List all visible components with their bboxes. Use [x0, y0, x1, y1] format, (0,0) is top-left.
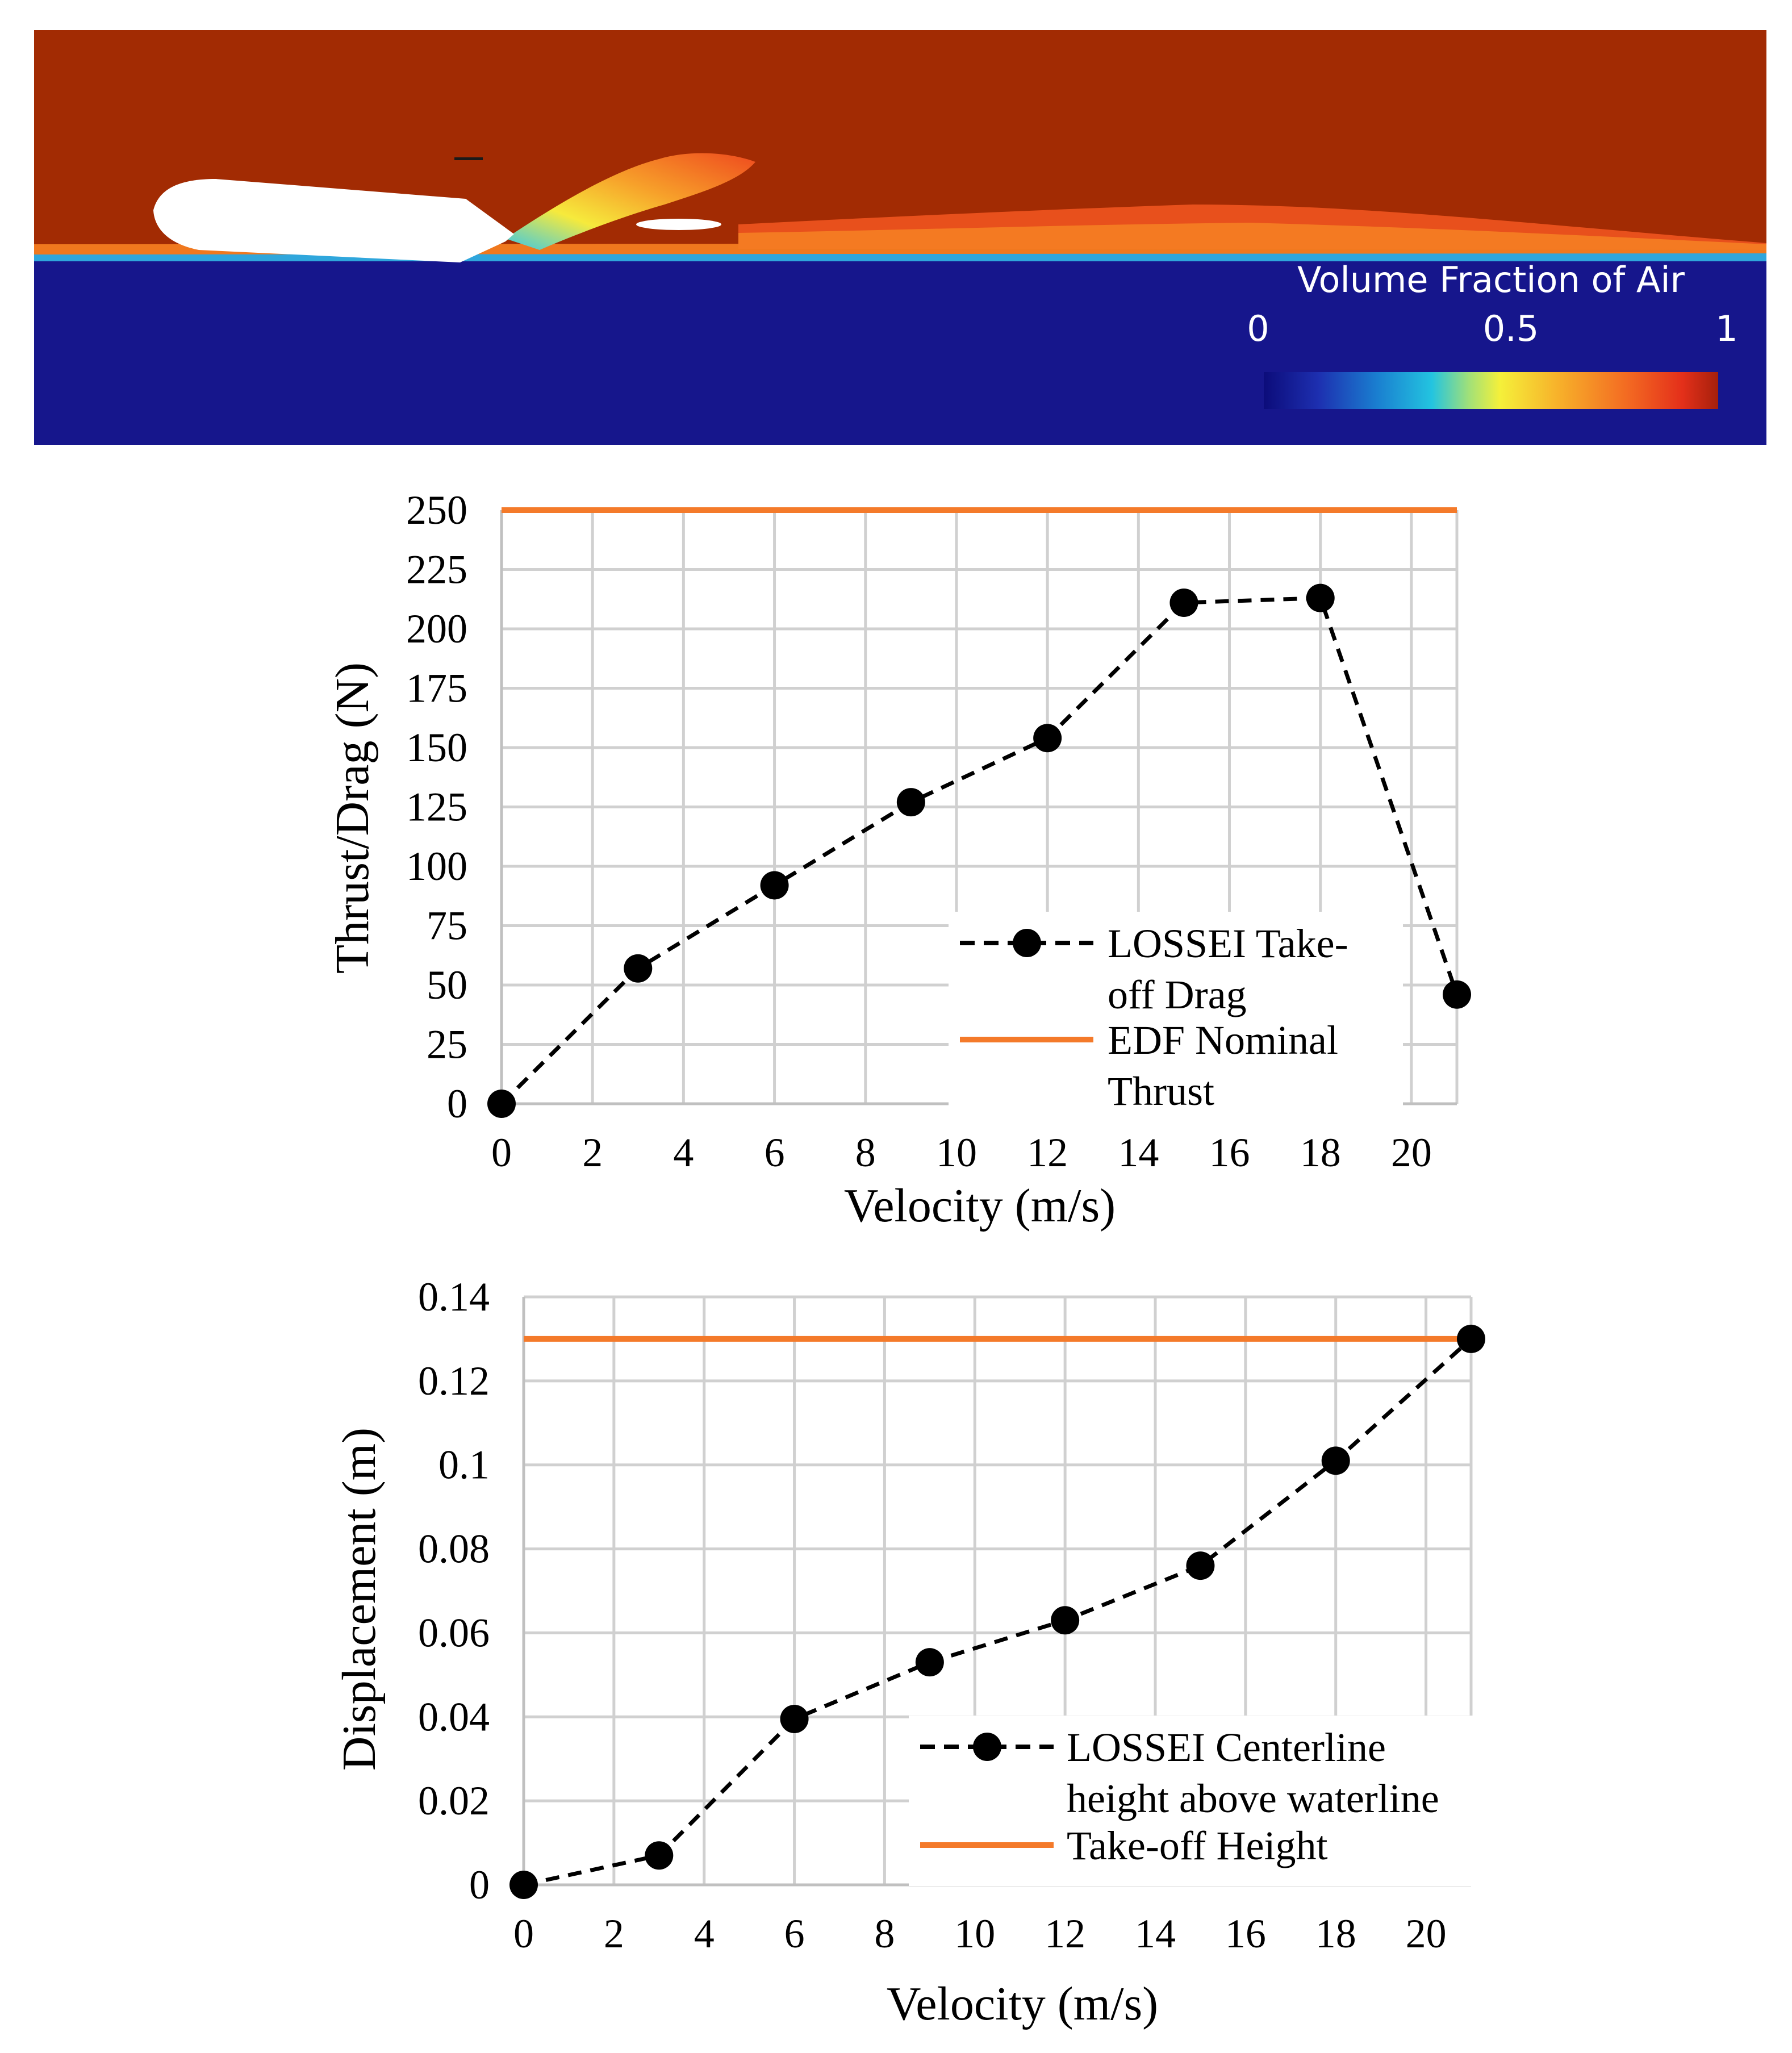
chart1-legend-drag-marker [1013, 929, 1041, 957]
data-point-marker [761, 871, 789, 899]
y-tick-label: 225 [406, 546, 467, 592]
data-point-marker [1322, 1446, 1350, 1475]
x-tick-label: 20 [1405, 1911, 1447, 1956]
chart2-xticks [513, 1911, 1447, 1956]
chart2-legend-height-label: LOSSEI Centerline height above waterline [1067, 1725, 1439, 1821]
data-point-marker [1033, 724, 1062, 752]
data-point-marker [645, 1841, 673, 1870]
chart-displacement [333, 1274, 1488, 2030]
x-tick-label: 10 [935, 1130, 977, 1175]
x-tick-label: 12 [1045, 1911, 1086, 1956]
x-tick-label: 2 [582, 1130, 603, 1175]
colorbar-title: Volume Fraction of Air [1297, 259, 1685, 301]
chart2-ylabel: Displacement (m) [333, 1427, 386, 1771]
x-tick-label: 18 [1300, 1130, 1341, 1175]
data-point-marker [1186, 1551, 1214, 1580]
x-tick-label: 14 [1118, 1130, 1159, 1175]
chart1-legend-thrust-label: EDF Nominal Thrust [1108, 1017, 1338, 1114]
x-tick-label: 16 [1225, 1911, 1266, 1956]
data-point-marker [509, 1871, 538, 1899]
chart-thrust-drag [326, 487, 1471, 1232]
y-tick-label: 75 [427, 903, 467, 949]
colorbar [1264, 372, 1718, 409]
data-point-marker [916, 1648, 944, 1676]
y-tick-label: 100 [406, 844, 467, 889]
y-tick-label: 150 [406, 725, 467, 770]
x-tick-label: 0 [491, 1130, 512, 1175]
chart1-legend-drag-label: LOSSEI Take- off Drag [1108, 921, 1348, 1017]
cfd-hydrofoil [636, 219, 721, 230]
data-point-marker [897, 788, 925, 816]
cfd-contour-panel [34, 30, 1766, 445]
x-tick-label: 18 [1315, 1911, 1356, 1956]
y-tick-label: 0.06 [418, 1610, 490, 1656]
x-tick-label: 8 [874, 1911, 895, 1956]
data-point-marker [1169, 589, 1198, 617]
y-tick-label: 0.04 [418, 1694, 490, 1740]
chart1-xlabel: Velocity (m/s) [843, 1179, 1116, 1232]
colorbar-tick-mid: 0.5 [1482, 308, 1539, 349]
x-tick-label: 14 [1135, 1911, 1176, 1956]
cfd-debris-mark [454, 157, 483, 160]
chart2-legend [909, 1716, 1488, 1886]
chart1-yticks [406, 487, 467, 1126]
y-tick-label: 250 [406, 487, 467, 533]
chart2-legend-takeoff-label: Take-off Height [1067, 1823, 1328, 1868]
data-point-marker [1457, 1325, 1485, 1353]
colorbar-tick-0: 0 [1247, 308, 1269, 349]
data-point-marker [624, 954, 652, 983]
chart2-legend-height-marker [973, 1733, 1001, 1761]
chart2-yticks [418, 1274, 490, 1908]
y-tick-label: 50 [427, 962, 467, 1008]
chart1-ylabel: Thrust/Drag (N) [326, 662, 379, 974]
x-tick-label: 10 [954, 1911, 996, 1956]
y-tick-label: 0.02 [418, 1778, 490, 1824]
chart2-xlabel: Velocity (m/s) [886, 1977, 1159, 2030]
data-point-marker [1306, 584, 1335, 612]
x-tick-label: 8 [855, 1130, 876, 1175]
x-tick-label: 6 [784, 1911, 805, 1956]
x-tick-label: 6 [764, 1130, 785, 1175]
x-tick-label: 16 [1209, 1130, 1250, 1175]
y-tick-label: 175 [406, 665, 467, 711]
chart1-xticks [491, 1130, 1432, 1175]
y-tick-label: 0.08 [418, 1526, 490, 1572]
y-tick-label: 0.12 [418, 1358, 490, 1404]
colorbar-tick-1: 1 [1715, 308, 1738, 349]
y-tick-label: 0.1 [438, 1442, 490, 1488]
chart1-legend [949, 912, 1403, 1116]
y-tick-label: 0 [469, 1862, 490, 1908]
y-tick-label: 0 [447, 1081, 467, 1126]
x-tick-label: 4 [694, 1911, 715, 1956]
data-point-marker [487, 1090, 516, 1118]
x-tick-label: 12 [1027, 1130, 1068, 1175]
data-point-marker [1051, 1606, 1079, 1634]
y-tick-label: 25 [427, 1021, 467, 1067]
data-point-marker [780, 1705, 809, 1733]
x-tick-label: 20 [1390, 1130, 1432, 1175]
data-point-marker [1443, 980, 1471, 1009]
y-tick-label: 0.14 [418, 1274, 490, 1320]
x-tick-label: 4 [673, 1130, 694, 1175]
y-tick-label: 200 [406, 606, 467, 652]
x-tick-label: 0 [513, 1911, 534, 1956]
x-tick-label: 2 [603, 1911, 624, 1956]
y-tick-label: 125 [406, 784, 467, 830]
